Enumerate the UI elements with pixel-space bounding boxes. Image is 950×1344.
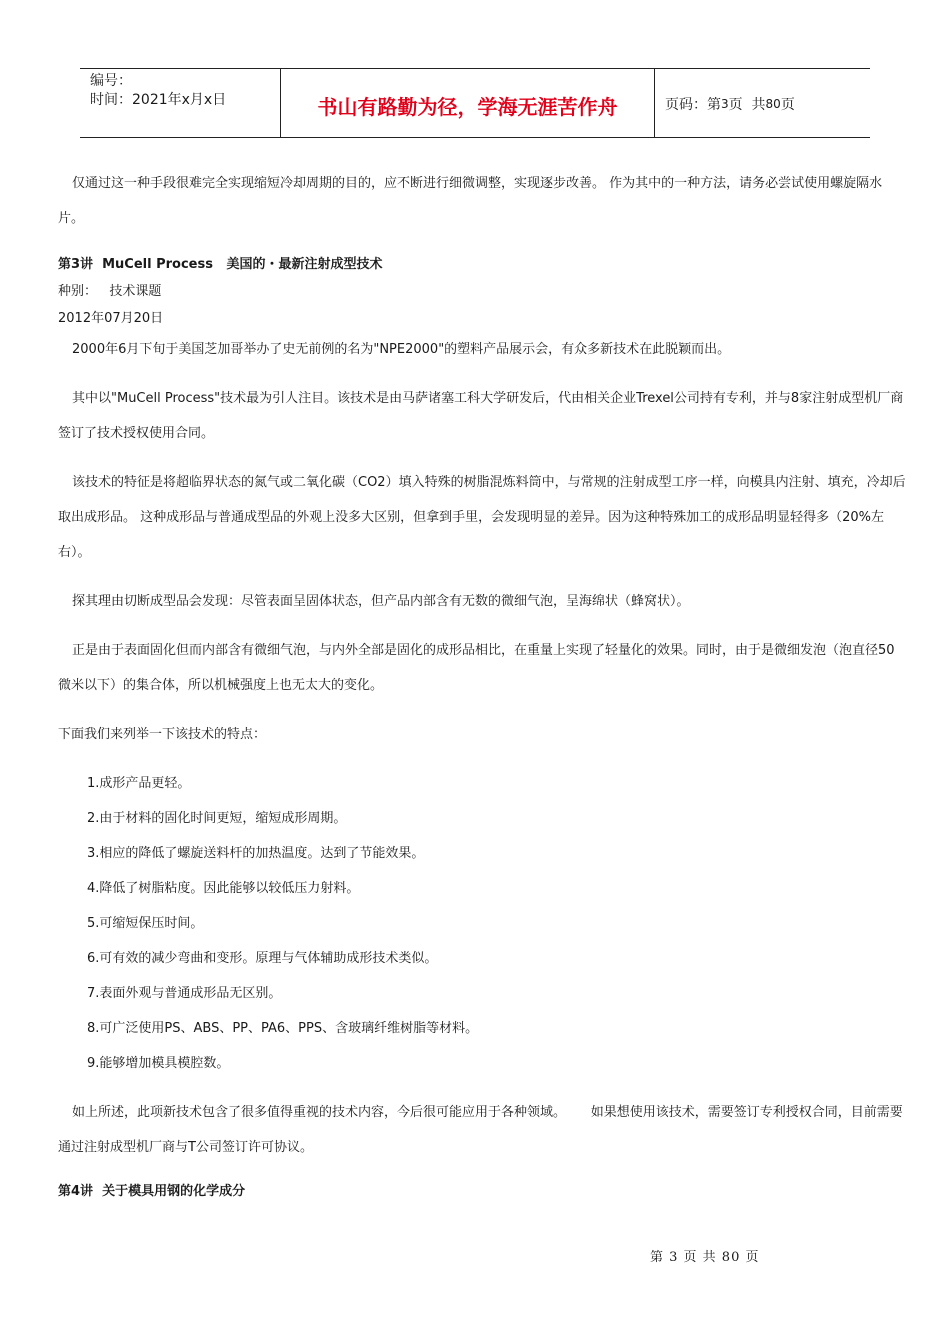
header-meta-cell (80, 69, 281, 137)
lecture4-title: 第4讲 关于模具用钢的化学成分 (58, 1184, 246, 1199)
spacer (58, 1081, 906, 1095)
spacer (58, 1165, 906, 1179)
header-page-info (655, 69, 870, 137)
lecture3-date: 2012年07月20日 (58, 311, 164, 326)
lecture3-title: 第3讲 MuCell Process 美国的・最新注射成型技术 (58, 257, 383, 272)
page-footer: 第 3 页 共 80 页 (650, 1250, 760, 1265)
list-item: 5.可缩短保压时间。 (87, 916, 204, 931)
lecture3-paragraph: 正是由于表面固化但而内部含有微细气泡，与内外全部是固化的成形品相比，在重量上实现了轻量化的效果。同时，由于是微细发泡（泡直径50微米以下）的集合体，所以机械强度上也无太大的变化。 (58, 643, 895, 693)
lecture3-paragraph: 探其理由切断成型品会发现：尽管表面呈固体状态，但产品内部含有无数的微细气泡，呈海绵状（蜂窝状）。 (72, 594, 690, 609)
list-intro: 下面我们来列举一下该技术的特点： (58, 727, 267, 742)
spacer (58, 752, 906, 766)
spacer (58, 367, 906, 381)
spacer (58, 451, 906, 465)
spacer (58, 570, 906, 584)
page-total: 80 (765, 97, 781, 111)
document-body (58, 166, 906, 1205)
page-number: 3 (721, 97, 729, 111)
page-end: 页 (780, 97, 795, 113)
number-label: 编号： (90, 73, 132, 89)
list-item: 4.降低了树脂粘度。因此能够以较低压力射料。 (87, 881, 360, 896)
lecture3-paragraph: 其中以"MuCell Process"技术最为引人注目。该技术是由马萨诸塞工科大学研发后，代由相关企业Trexel公司持有专利，并与8家注射成型机厂商签订了技术授权使用合同。 (58, 391, 904, 441)
list-item: 7.表面外观与普通成形品无区别。 (87, 986, 282, 1001)
list-item: 8.可广泛使用PS、ABS、PP、PA6、PPS、含玻璃纤维树脂等材料。 (87, 1021, 479, 1036)
lecture3-paragraph: 2000年6月下旬于美国芝加哥举办了史无前例的名为"NPE2000"的塑料产品展示会，有众多新技术在此脱颖而出。 (72, 342, 731, 357)
list-item: 2.由于材料的固化时间更短，缩短成形周期。 (87, 811, 347, 826)
spacer (58, 236, 906, 252)
spacer (58, 703, 906, 717)
list-item: 3.相应的降低了螺旋送料杆的加热温度。达到了节能效果。 (87, 846, 425, 861)
intro-paragraph: 仅通过这一种手段很难完全实现缩短冷却周期的目的，应不断进行细微调整，实现逐步改善。 作为其中的一种方法，请务必尝试使用螺旋隔水片。 (58, 176, 883, 226)
header-motto: 书山有路勤为径，学海无涯苦作舟 (281, 69, 655, 137)
lecture3-category: 种别： 技术课题 (58, 284, 162, 299)
page-header (80, 68, 870, 138)
page-label: 页码：第 (665, 97, 721, 113)
list-item: 1.成形产品更轻。 (87, 776, 191, 791)
list-item: 9.能够增加模具模腔数。 (87, 1056, 230, 1071)
spacer (58, 619, 906, 633)
lecture3-paragraph: 该技术的特征是将超临界状态的氮气或二氧化碳（CO2）填入特殊的树脂混炼料筒中，与常规的注射成型工序一样，向模具内注射、填充，冷却后取出成形品。 这种成形品与普通成型品的外观上没多大区别，但拿到手里，会发现明显的差异。因为这种特殊加工的成形品明显轻得多（20%左右）。 (58, 475, 906, 560)
list-item: 6.可有效的减少弯曲和变形。原理与气体辅助成形技术类似。 (87, 951, 438, 966)
time-label: 时间：2021年x月x日 (90, 92, 227, 108)
page-mid: 页 共 (728, 97, 766, 113)
conclusion-paragraph: 如上所述，此项新技术包含了很多值得重视的技术内容，今后很可能应用于各种领域。 如果想使用该技术，需要签订专利授权合同，目前需要通过注射成型机厂商与T公司签订许可协议。 (58, 1105, 903, 1155)
